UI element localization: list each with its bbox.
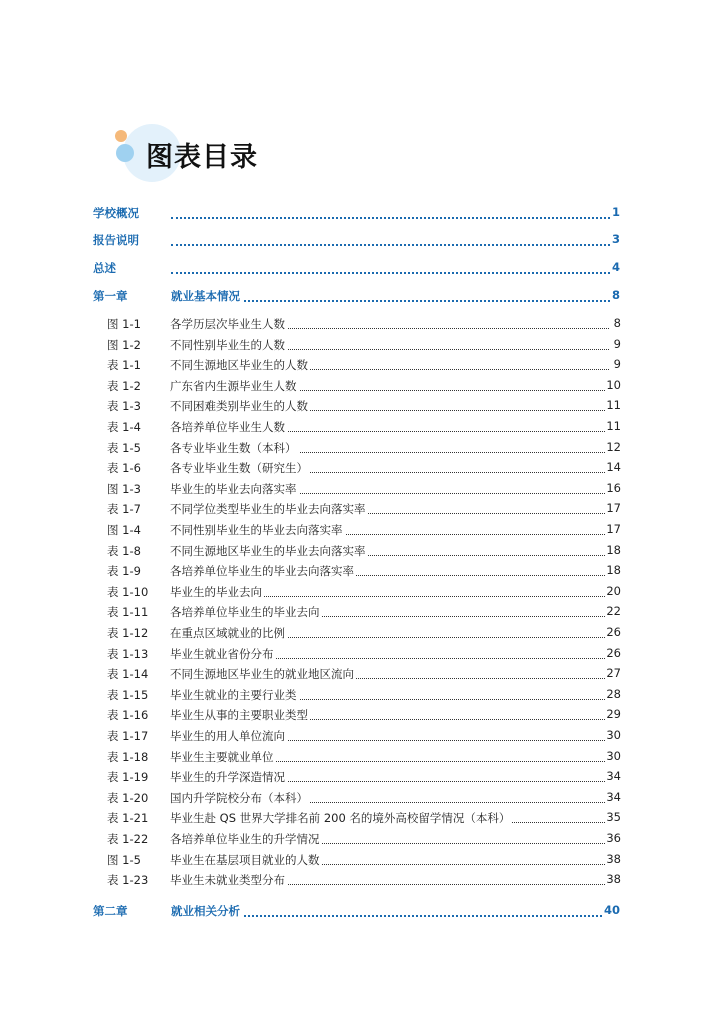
toc-entry-title: 各专业毕业生数（研究生） xyxy=(170,461,308,476)
toc-entry-label: 第一章 xyxy=(93,289,128,303)
toc-sub-entry[interactable] xyxy=(0,687,724,707)
toc-figure-number: 表 1-7 xyxy=(107,502,141,517)
toc-figure-number: 表 1-20 xyxy=(107,790,149,805)
toc-sub-entry[interactable] xyxy=(0,337,724,357)
toc-figure-number: 表 1-18 xyxy=(107,749,149,764)
toc-page-number: 26 xyxy=(606,625,621,639)
toc-entry-title: 各专业毕业生数（本科） xyxy=(170,440,297,455)
toc-main-entry[interactable] xyxy=(0,288,724,308)
toc-entry-title: 毕业生在基层项目就业的人数 xyxy=(170,852,320,867)
toc-entry-title: 就业相关分析 xyxy=(171,904,240,918)
toc-entry-title: 毕业生未就业类型分布 xyxy=(170,873,285,888)
toc-figure-number: 表 1-12 xyxy=(107,626,149,640)
toc-page-number: 40 xyxy=(603,903,620,917)
toc-page-number: 38 xyxy=(606,872,621,887)
toc-entry-title: 毕业生就业的主要行业类 xyxy=(170,687,297,702)
toc-page-number: 34 xyxy=(606,769,621,784)
toc-sub-entry[interactable] xyxy=(0,790,724,810)
toc-entry-title: 不同学位类型毕业生的毕业去向落实率 xyxy=(170,502,366,517)
toc-sub-entry[interactable] xyxy=(0,831,724,851)
toc-figure-number: 图 1-3 xyxy=(107,481,141,496)
toc-main-entry[interactable] xyxy=(0,260,724,280)
toc-sub-entry[interactable] xyxy=(0,584,724,604)
toc-page-number: 28 xyxy=(606,686,621,701)
toc-entry-title: 不同生源地区毕业生的就业地区流向 xyxy=(170,667,354,682)
toc-page-number: 30 xyxy=(606,728,621,742)
toc-figure-number: 表 1-19 xyxy=(107,770,149,785)
toc-sub-entry[interactable] xyxy=(0,852,724,872)
toc-entry-title: 毕业生主要就业单位 xyxy=(170,749,274,764)
toc-figure-number: 表 1-10 xyxy=(107,584,149,599)
toc-figure-number: 表 1-4 xyxy=(107,420,141,434)
toc-sub-entry[interactable] xyxy=(0,440,724,460)
toc-page-number: 18 xyxy=(606,563,621,578)
toc-page-number: 26 xyxy=(606,645,621,660)
toc-entry-title: 毕业生的升学深造情况 xyxy=(170,770,285,785)
toc-entry-title: 国内升学院校分布（本科） xyxy=(170,790,308,805)
toc-figure-number: 表 1-14 xyxy=(107,667,149,682)
toc-sub-entry[interactable] xyxy=(0,646,724,666)
toc-page-number: 3 xyxy=(611,232,620,246)
toc-sub-entry[interactable] xyxy=(0,625,724,645)
toc-entry-title: 不同性别毕业生的毕业去向落实率 xyxy=(170,523,343,537)
toc-sub-entry[interactable] xyxy=(0,872,724,892)
toc-entry-title: 就业基本情况 xyxy=(171,289,240,303)
toc-page-number: 34 xyxy=(606,789,621,804)
toc-sub-entry[interactable] xyxy=(0,707,724,727)
toc-figure-number: 表 1-3 xyxy=(107,399,141,414)
toc-figure-number: 表 1-1 xyxy=(107,358,141,373)
toc-entry-title: 各培养单位毕业生的毕业去向 xyxy=(170,605,320,620)
toc-entry-title: 各培养单位毕业生的毕业去向落实率 xyxy=(170,564,354,579)
toc-figure-number: 表 1-9 xyxy=(107,564,141,579)
toc-page-number: 9 xyxy=(613,357,621,372)
toc-entry-title: 毕业生的毕业去向 xyxy=(170,584,262,599)
toc-entry-title: 毕业生的用人单位流向 xyxy=(170,729,285,743)
toc-figure-number: 表 1-16 xyxy=(107,708,149,723)
toc-entry-title: 毕业生的毕业去向落实率 xyxy=(170,481,297,496)
toc-sub-entry[interactable] xyxy=(0,563,724,583)
toc-sub-entry[interactable] xyxy=(0,769,724,789)
toc-figure-number: 图 1-4 xyxy=(107,523,141,537)
toc-figure-number: 表 1-22 xyxy=(107,832,149,846)
toc-entry-title: 各培养单位毕业生人数 xyxy=(170,420,285,434)
toc-page-number: 9 xyxy=(613,336,621,351)
toc-entry-title: 不同生源地区毕业生的人数 xyxy=(170,358,308,373)
toc-page-number: 35 xyxy=(606,810,621,825)
toc-entry-label: 学校概况 xyxy=(93,206,139,220)
toc-figure-number: 表 1-6 xyxy=(107,461,141,476)
toc-figure-number: 表 1-11 xyxy=(107,605,149,620)
toc-dot-leader xyxy=(171,205,614,219)
toc-page-number: 27 xyxy=(606,666,621,681)
toc-figure-number: 表 1-15 xyxy=(107,687,149,702)
toc-page-number: 10 xyxy=(606,377,621,392)
toc-figure-number: 表 1-2 xyxy=(107,378,141,393)
toc-figure-number: 表 1-17 xyxy=(107,729,149,743)
toc-page-number: 29 xyxy=(606,707,621,722)
toc-entry-title: 毕业生从事的主要职业类型 xyxy=(170,708,308,723)
toc-sub-entry[interactable] xyxy=(0,481,724,501)
toc-page-number: 20 xyxy=(606,583,621,598)
toc-dot-leader xyxy=(171,232,614,246)
toc-entry-title: 广东省内生源毕业生人数 xyxy=(170,378,297,393)
toc-page-number: 18 xyxy=(606,542,621,557)
toc-sub-entry[interactable] xyxy=(0,728,724,748)
page-title: 图表目录 xyxy=(146,142,258,173)
toc-sub-entry[interactable] xyxy=(0,666,724,686)
toc-page-number: 36 xyxy=(606,831,621,845)
toc-sub-entry[interactable] xyxy=(0,398,724,418)
toc-figure-number: 图 1-5 xyxy=(107,852,141,867)
toc-entry-title: 各培养单位毕业生的升学情况 xyxy=(170,832,320,846)
toc-page-number: 1 xyxy=(611,205,620,219)
toc-page-number: 11 xyxy=(606,419,621,433)
toc-figure-number: 表 1-21 xyxy=(107,811,149,826)
toc-page-number: 8 xyxy=(611,288,620,302)
toc-page-number: 17 xyxy=(606,522,621,536)
toc-entry-title: 毕业生赴 QS 世界大学排名前 200 名的境外高校留学情况（本科） xyxy=(170,811,511,826)
toc-sub-entry[interactable] xyxy=(0,378,724,398)
toc-sub-entry[interactable] xyxy=(0,543,724,563)
toc-sub-entry[interactable] xyxy=(0,357,724,377)
toc-dot-leader xyxy=(171,260,614,274)
toc-page-number: 4 xyxy=(611,260,620,274)
toc-figure-number: 图 1-2 xyxy=(107,337,141,352)
toc-sub-entry[interactable] xyxy=(0,604,724,624)
toc-figure-number: 表 1-13 xyxy=(107,646,149,661)
toc-sub-entry[interactable] xyxy=(0,501,724,521)
toc-entry-title: 不同性别毕业生的人数 xyxy=(170,337,285,352)
toc-entry-title: 不同生源地区毕业生的毕业去向落实率 xyxy=(170,543,366,558)
toc-sub-entry[interactable] xyxy=(0,810,724,830)
toc-main-entry[interactable] xyxy=(0,232,724,252)
toc-sub-entry[interactable] xyxy=(0,460,724,480)
toc-sub-entry[interactable] xyxy=(0,522,724,542)
toc-page-number: 8 xyxy=(613,316,621,330)
toc-sub-entry[interactable] xyxy=(0,316,724,336)
toc-sub-entry[interactable] xyxy=(0,419,724,439)
toc-page-number: 12 xyxy=(606,439,621,454)
toc-entry-label: 总述 xyxy=(93,261,116,275)
toc-page-number: 22 xyxy=(606,604,621,619)
toc-page-number: 16 xyxy=(606,480,621,495)
toc-figure-number: 表 1-23 xyxy=(107,873,149,888)
toc-page-number: 14 xyxy=(606,460,621,475)
toc-page-number: 30 xyxy=(606,748,621,763)
toc-entry-title: 在重点区域就业的比例 xyxy=(170,626,285,640)
toc-main-entry[interactable] xyxy=(0,903,724,923)
toc-entry-title: 各学历层次毕业生人数 xyxy=(170,317,285,331)
toc-entry-title: 毕业生就业省份分布 xyxy=(170,646,274,661)
toc-figure-number: 表 1-8 xyxy=(107,543,141,558)
toc-entry-title: 不同困难类别毕业生的人数 xyxy=(170,399,308,414)
toc-page-number: 38 xyxy=(606,851,621,866)
toc-main-entry[interactable] xyxy=(0,205,724,225)
toc-entry-label: 第二章 xyxy=(93,904,128,918)
toc-entry-label: 报告说明 xyxy=(93,233,139,247)
toc-sub-entry[interactable] xyxy=(0,749,724,769)
toc-figure-number: 图 1-1 xyxy=(107,317,141,331)
toc-figure-number: 表 1-5 xyxy=(107,440,141,455)
toc-page-number: 17 xyxy=(606,501,621,516)
toc-page-number: 11 xyxy=(606,398,621,413)
